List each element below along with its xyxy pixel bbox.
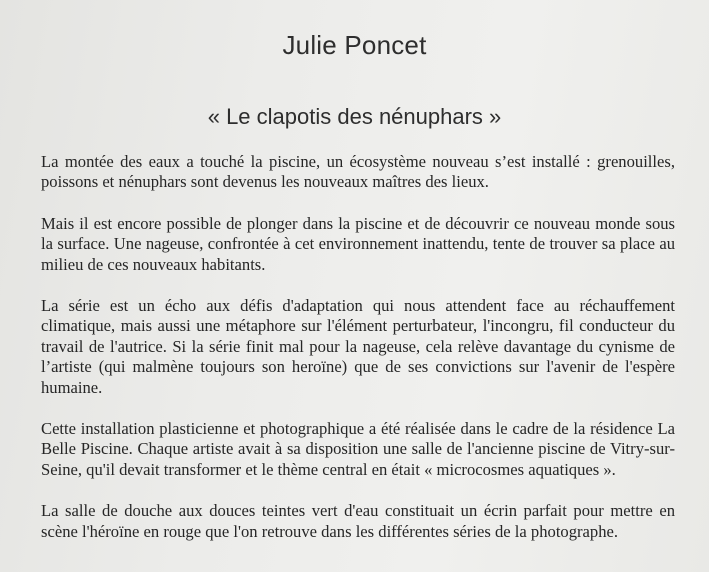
paragraph: La série est un écho aux défis d'adaptation qui nous attendent face au réchauffement climatique, mais aussi une métaphore sur l'élément perturbateur, l'incongru, fil conducteur du travail de l'autrice. Si la série finit mal pour la nageuse, cela relève davantage du cynisme de l’artiste (qui malmène toujours son heroïne) que de ses convictions sur l'avenir de l'espère humaine. bbox=[41, 296, 675, 397]
panel-body bbox=[41, 152, 675, 563]
paragraph: Cette installation plasticienne et photographique a été réalisée dans le cadre de la résidence La Belle Piscine. Chaque artiste avait à sa disposition une salle de l'ancienne piscine de Vitry-sur-Seine, qu'il devait transformer et le thème central en était « microcosmes aquatiques ». bbox=[41, 419, 675, 479]
work-title: « Le clapotis des nénuphars » bbox=[207, 104, 502, 129]
paragraph: Mais il est encore possible de plonger dans la piscine et de découvrir ce nouveau monde sous la surface. Une nageuse, confrontée à cet environnement inattendu, tente de trouver sa place au milieu de ces nouveaux habitants. bbox=[41, 213, 675, 274]
paragraph: La salle de douche aux douces teintes vert d'eau constituait un écrin parfait pour mettre en scène l'héroïne en rouge que l'on retrouve dans les différentes séries de la photographe. bbox=[41, 501, 675, 541]
paragraph: La montée des eaux a touché la piscine, un écosystème nouveau s’est installé : grenouilles, poissons et nénuphars sont devenus les nouveaux maîtres des lieux. bbox=[41, 152, 675, 192]
author-name: Julie Poncet bbox=[282, 30, 427, 60]
